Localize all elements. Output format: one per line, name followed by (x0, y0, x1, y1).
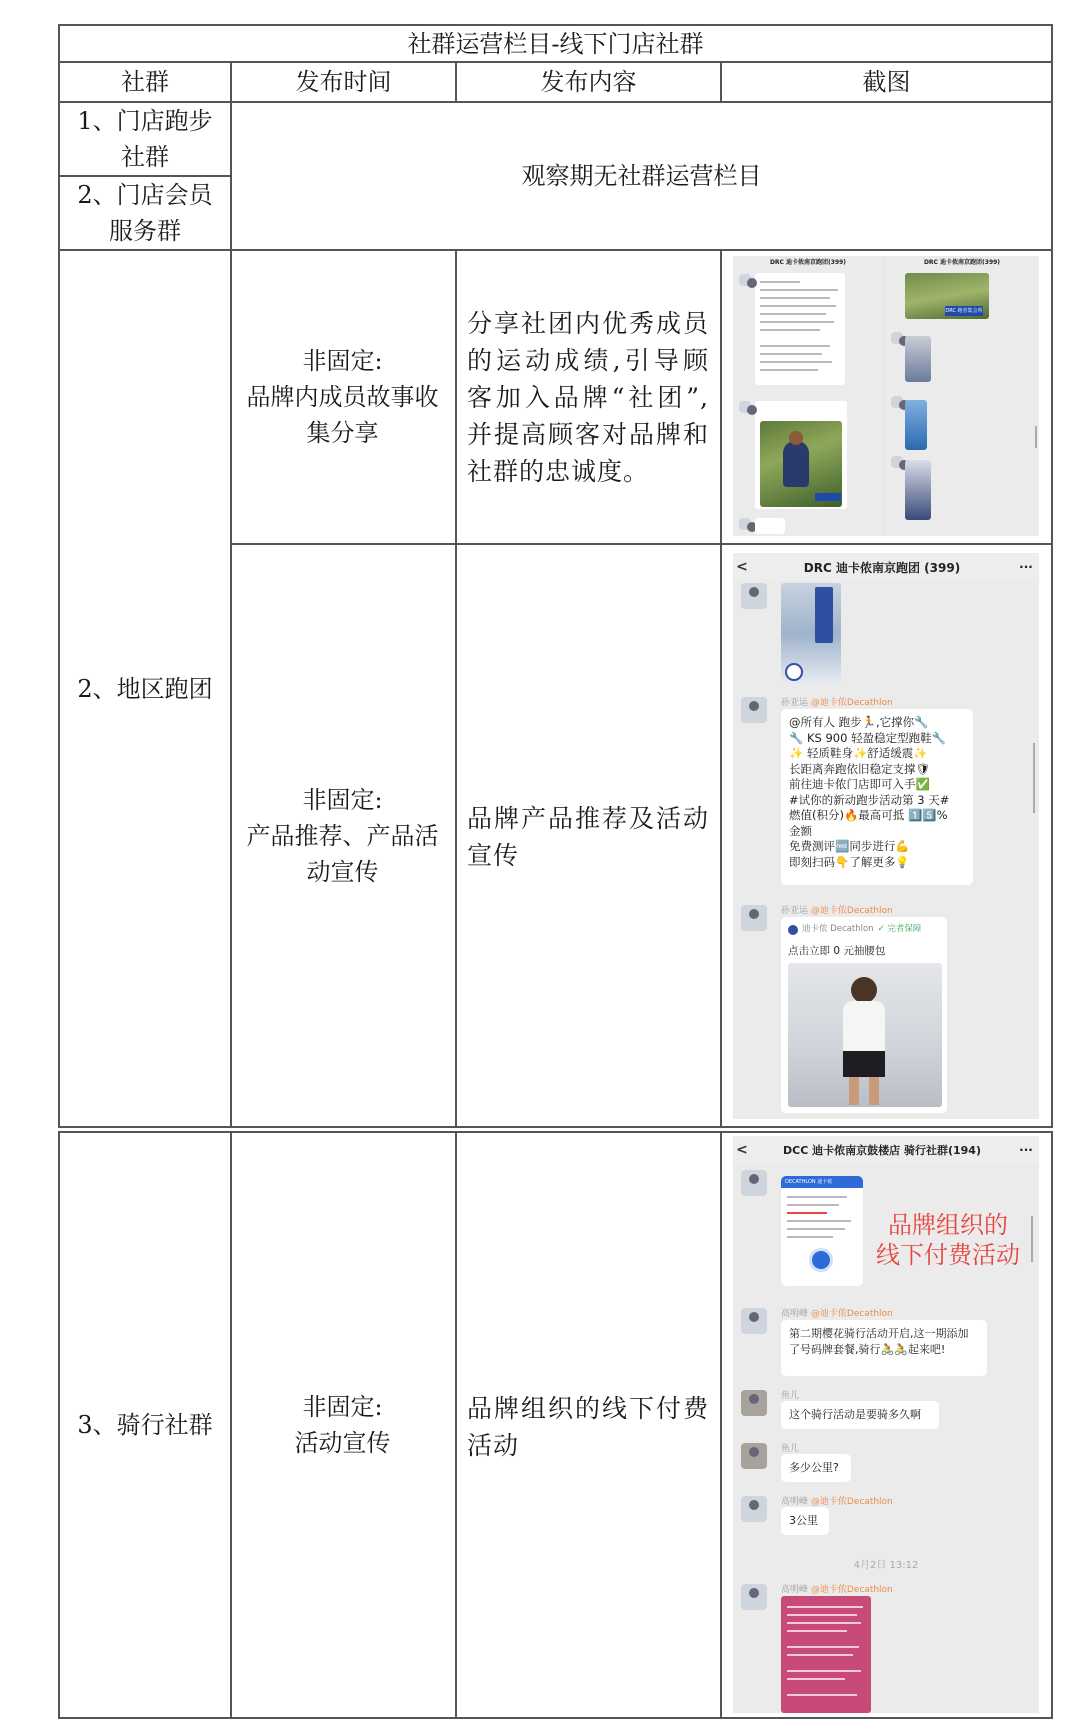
table-border (1051, 24, 1053, 1128)
msg-line: ✨ 轻质鞋身✨舒适缓震✨ (789, 746, 928, 760)
chat-message: 第二期樱花骑行活动开启,这一期添加了号码牌套餐,骑行🚴🚴起来吧! (781, 1320, 987, 1376)
screenshot-product-promo (733, 553, 1039, 1119)
highlight-stamp: 品牌组织的 线下付费活动 (876, 1211, 1020, 1269)
row-cycling-group: 3、骑行社群 (77, 1411, 213, 1439)
decathlon-logo-icon (788, 925, 798, 935)
msg-line: 🔧 KS 900 轻盈稳定型跑鞋🔧 (789, 730, 946, 745)
row-regional-club: 2、地区跑团 (77, 674, 213, 703)
avatar (741, 1390, 767, 1416)
back-chevron-icon[interactable]: < (736, 559, 748, 575)
chat-header (733, 1136, 1039, 1164)
header-community: 社群 (121, 68, 169, 96)
chat-message: 3公里 (781, 1507, 829, 1535)
more-icon[interactable]: ··· (1019, 560, 1033, 574)
sender-name: 鱼儿 (781, 1391, 800, 1401)
promo-message (781, 709, 973, 885)
header-publish-time: 发布时间 (295, 68, 392, 96)
table-border (58, 1126, 1053, 1128)
drc-badge: DRC 跑者集会所 (945, 308, 983, 314)
chat-timestamp: 4月2日 13:12 (853, 1560, 919, 1571)
more-icon[interactable]: ··· (1019, 1143, 1033, 1157)
scrollbar[interactable] (1033, 743, 1035, 813)
cycling-publish-content: 品牌组织的线下付费活动 (467, 1394, 709, 1460)
card-brand: 迪卡侬 Decathlon (802, 924, 874, 934)
avatar (741, 1308, 767, 1334)
chat-message: 多少公里? (781, 1454, 851, 1482)
table-border (455, 249, 457, 1128)
story-publish-time: 非固定: 品牌内成员故事收集分享 (246, 347, 439, 447)
cycling-publish-time: 非固定: 活动宣传 (294, 1393, 391, 1457)
msg-line: 金额 (789, 823, 812, 838)
msg-line: 前往迪卡侬门店即可入手✅ (789, 777, 930, 791)
avatar (741, 1443, 767, 1469)
avatar (741, 1584, 767, 1610)
sender-name: 孙亚运 @迪卡侬Decathlon (781, 698, 893, 708)
sender-name: 孙亚运 @迪卡侬Decathlon (781, 906, 893, 916)
table-border (230, 1131, 232, 1719)
back-chevron-icon[interactable]: < (736, 1142, 748, 1158)
msg-line: @所有人 跑步🏃,它撑你🔧 (789, 715, 929, 729)
msg-line: 免费测评🆓同步进行💪 (789, 839, 910, 853)
card-text: 点击立即 0 元抽腰包 (788, 944, 886, 957)
chat-title: DRC 迪卡侬南京跑团 (399) (803, 560, 961, 575)
row-running-community: 1、门店跑步社群 (77, 107, 213, 171)
avatar (741, 697, 767, 723)
thumb-left-title: DRC 迪卡侬南京跑团(399) (769, 259, 847, 266)
msg-line: 燃值(积分)🔥最高可抵 1️⃣5️⃣% (789, 808, 948, 822)
msg-line: #试你的新动跑步活动第 3 天# (789, 792, 950, 807)
thumb-right-title: DRC 迪卡侬南京跑团(399) (923, 259, 1001, 266)
mini-program-card[interactable] (781, 917, 947, 1113)
table-title: 社群运营栏目-线下门店社群 (407, 29, 704, 58)
table-border (58, 1717, 1053, 1719)
sender-name: 鱼儿 (781, 1444, 800, 1454)
event-poster-card[interactable] (781, 1176, 863, 1286)
scrollbar[interactable] (1031, 1216, 1033, 1262)
card-tag: ✓ 完者保障 (877, 924, 922, 934)
no-column-note: 观察期无社群运营栏目 (521, 162, 762, 190)
promo-publish-time: 非固定: 产品推荐、产品活动宣传 (246, 785, 439, 886)
table-border (1051, 1131, 1053, 1719)
card-brand: DECATHLON 迪卡侬 (781, 1176, 863, 1188)
avatar (741, 1170, 767, 1196)
screenshot-member-stories (733, 256, 1039, 536)
sender-name: 高明峰 @迪卡侬Decathlon (781, 1497, 893, 1507)
avatar (741, 1496, 767, 1522)
chat-message: 这个骑行活动是要骑多久啊 (781, 1401, 939, 1429)
promo-publish-content: 品牌产品推荐及活动宣传 (467, 804, 709, 870)
header-publish-content: 发布内容 (540, 68, 637, 96)
chat-header (733, 553, 1039, 581)
story-publish-content: 分享社团内优秀成员的运动成绩,引导顾客加入品牌“社团”,并提高顾客对品牌和社群的忠诚度。 (467, 309, 709, 486)
table-border (230, 101, 232, 1128)
table-border (455, 1131, 457, 1719)
msg-line: 长距离奔跑依旧稳定支撑🛡 (789, 761, 931, 776)
sender-name: 高明峰 @迪卡侬Decathlon (781, 1309, 893, 1319)
table-border (720, 249, 722, 1128)
sender-name: 高明峰 @迪卡侬Decathlon (781, 1585, 893, 1595)
chat-title: DCC 迪卡侬南京鼓楼店 骑行社群(194) (783, 1144, 981, 1157)
avatar (741, 905, 767, 931)
header-screenshot: 截图 (862, 68, 911, 96)
row-member-group: 2、门店会员服务群 (77, 181, 213, 245)
screenshot-cycling-chat (733, 1136, 1039, 1713)
msg-line: 即刻扫码👇了解更多💡 (789, 854, 910, 869)
table-border (720, 1131, 722, 1719)
